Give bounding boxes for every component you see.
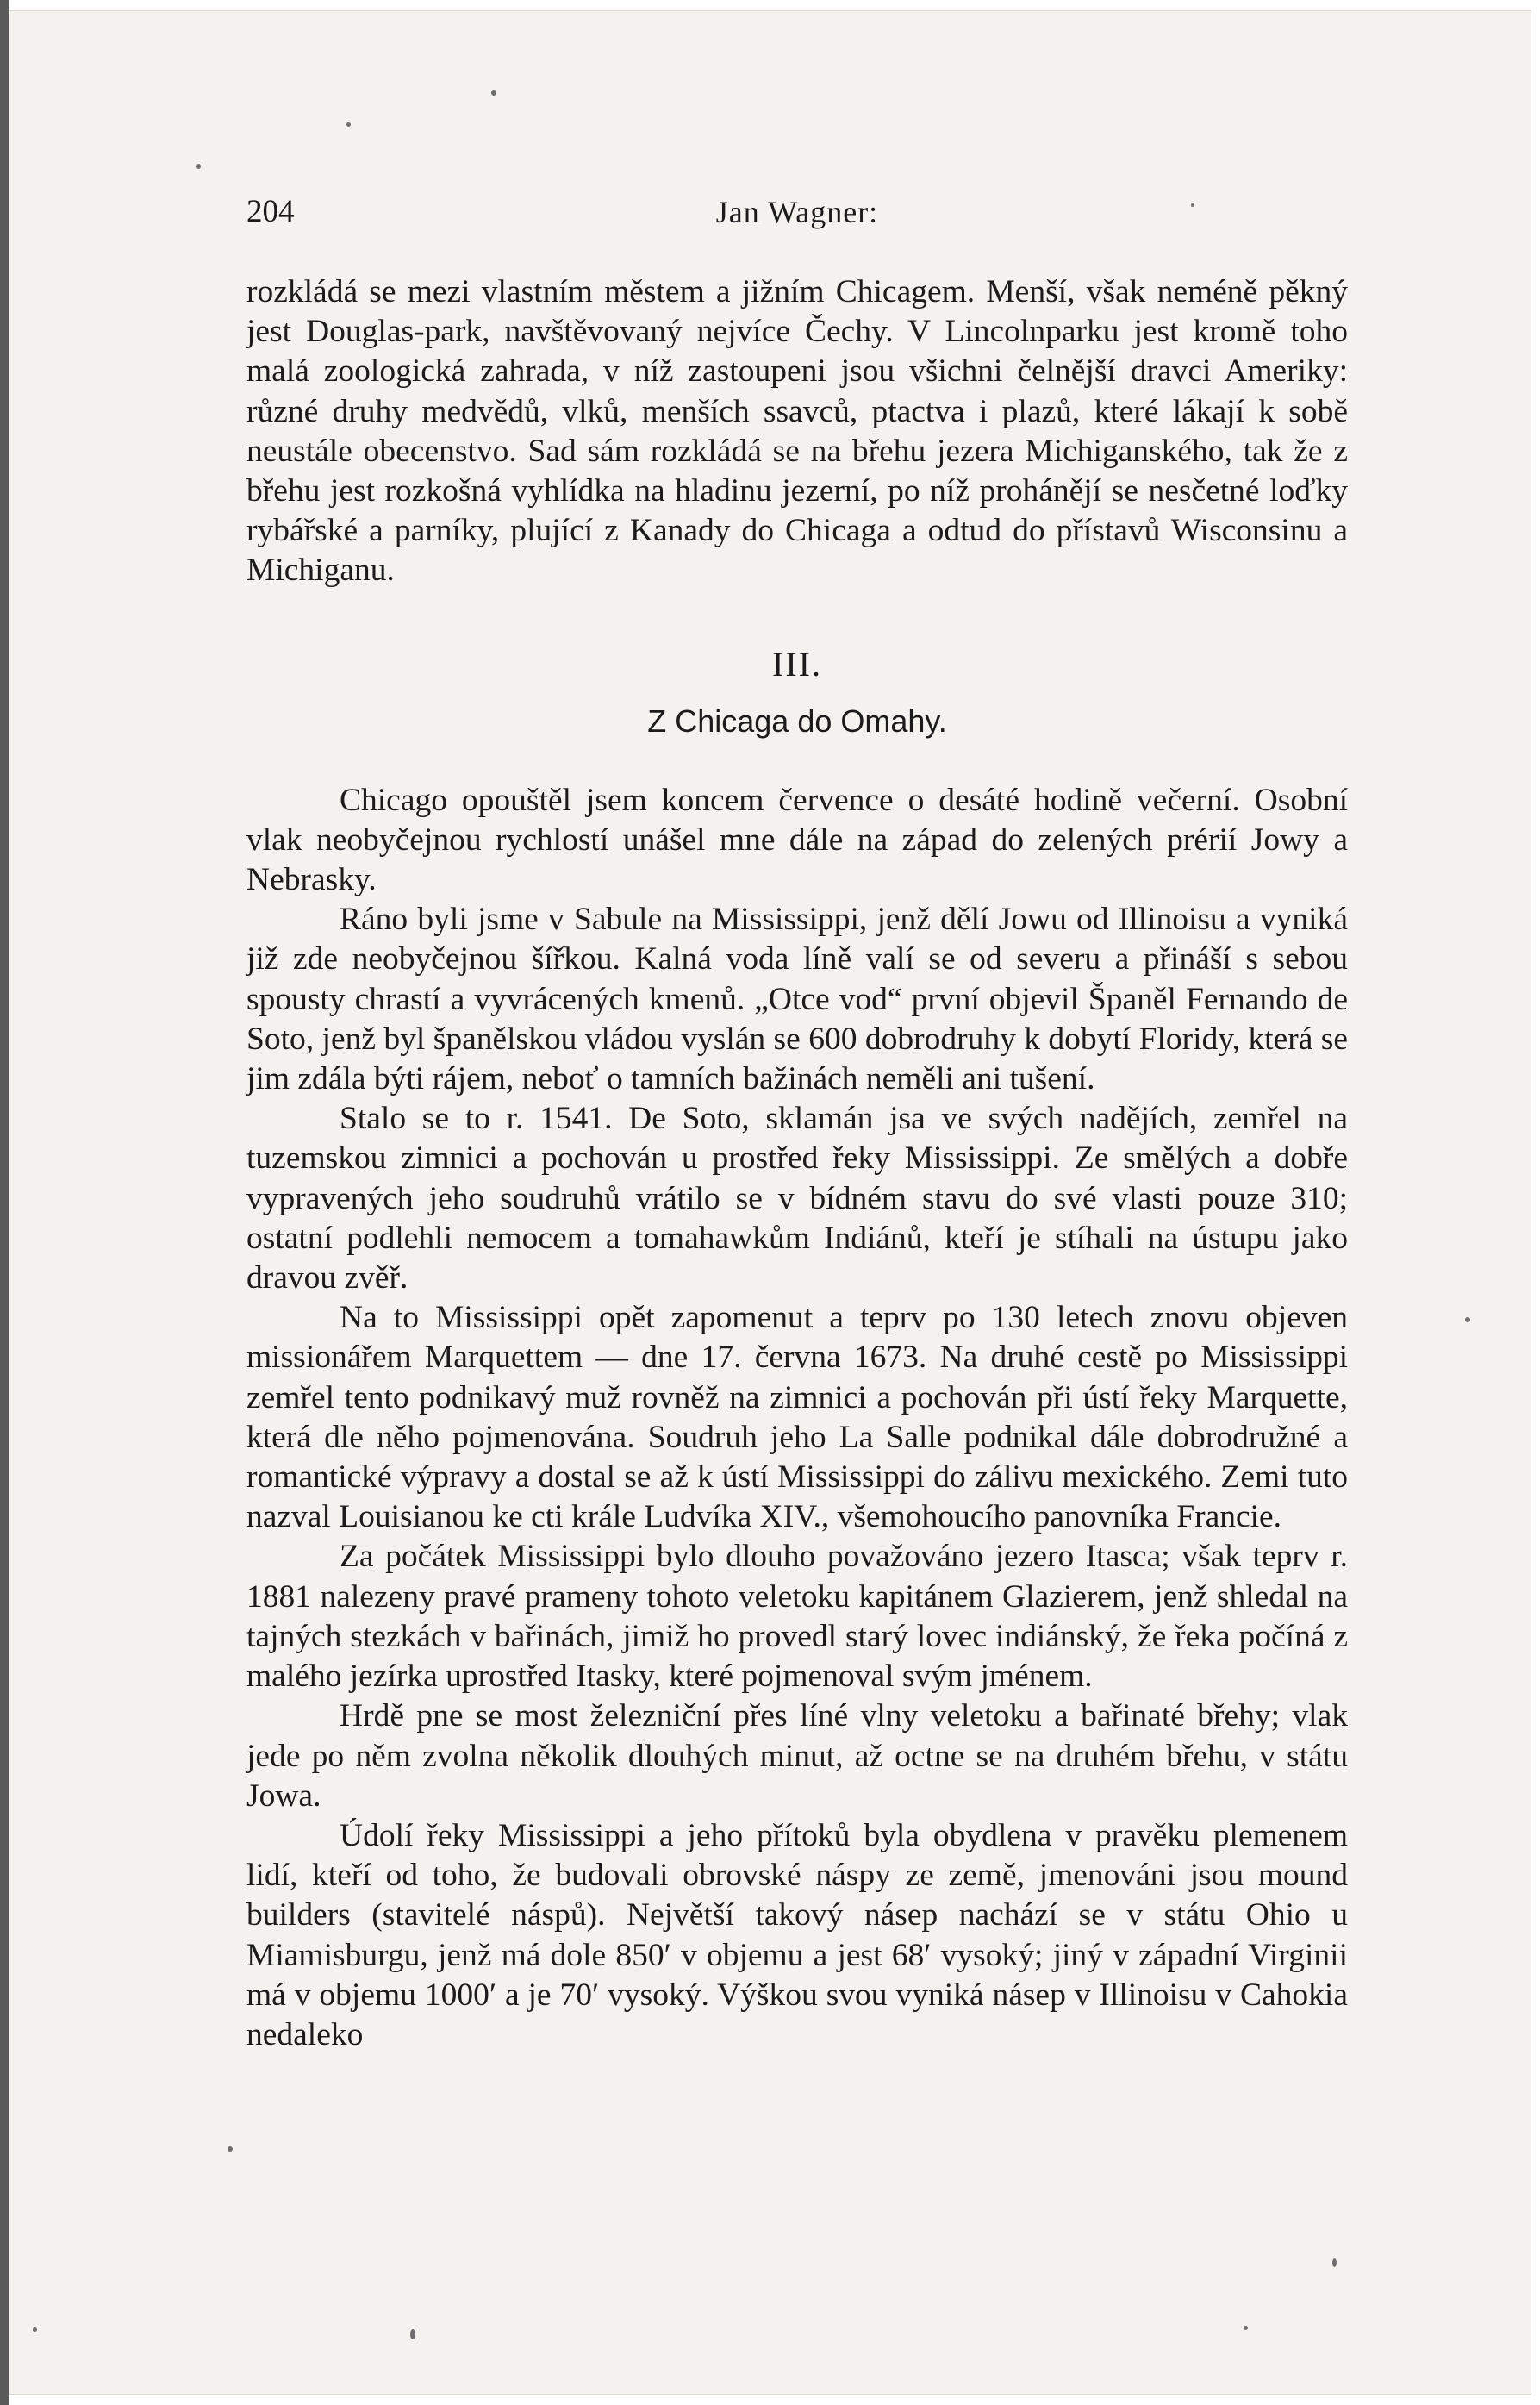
page-body	[246, 272, 1348, 2055]
running-head: Jan Wagner:	[715, 195, 879, 229]
paragraph-5: Na to Mississippi opět zapomenut a teprv po 130 letech znovu objeven missionářem Marquettem — dne 17. června 1673. Na druhé cestě po Mississippi zemřel tento podnikavý muž rovněž na zimnici a pochován při ústí řeky Marquette, která dle něho pojmenována. Soudruh jeho La Salle podnikal dále dobrodružné a romantické výpravy a dostal se až k ústí Mississippi do zálivu mexického. Zemi tuto nazval Louisianou ke cti krále Ludvíka XIV., všemohoucího panovníka Francie.	[246, 1300, 1348, 1535]
page-number: 204	[246, 194, 295, 229]
paragraph-4: Stalo se to r. 1541. De Soto, sklamán jsa ve svých nadějích, zemřel na tuzemskou zimnici a pochován u prostřed řeky Mississippi. Ze smělých a dobře vypravených jeho soudruhů vrátilo se v bídném stavu do své vlasti pouze 310; ostatní podlehli nemocem a tomahawkům Indiánů, kteří je stíhali na ústupu jako dravou zvěř.	[246, 1101, 1348, 1296]
paragraph-3: Ráno byli jsme v Sabule na Mississippi, jenž dělí Jowu od Illinoisu a vyniká již zde neobyčejnou šířkou. Kalná voda líně valí se od severu a přináší s sebou spousty chrastí a vyvrácených kmenů. „Otce vod“ první objevil Španěl Fernando de Soto, jenž byl španělskou vládou vyslán se 600 dobrodruhy k dobytí Floridy, která se jim zdála býti rájem, neboť o tamních bažinách neměli ani tušení.	[246, 902, 1348, 1097]
paragraph-7: Hrdě pne se most železniční přes líné vlny veletoku a bařinaté břehy; vlak jede po něm zvolna několik dlouhých minut, až octne se na druhém břehu, v státu Jowa.	[246, 1698, 1348, 1814]
scan-speck	[1191, 203, 1194, 207]
scan-speck	[1332, 2258, 1337, 2267]
paragraph-1: rozkládá se mezi vlastním městem a jižním Chicagem. Menší, však neméně pěkný jest Douglas-park, navštěvovaný nejvíce Čechy. V Lincolnparku jest kromě toho malá zoologická zahrada, v níž zastoupeni jsou všichni čelnější dravci Ameriky: různé druhy medvědů, vlků, menších ssavců, ptactva i plazů, které lákají k sobě neustále obecenstvo. Sad sám rozkládá se na břehu jezera Michiganského, tak že z břehu jest rozkošná vyhlídka na hladinu jezerní, po níž prohánějí se nesčetné loďky rybářské a parníky, plující z Kanady do Chicaga a odtud do přístavů Wisconsinu a Michiganu.	[246, 274, 1348, 589]
scan-speck	[196, 164, 201, 169]
scan-speck	[33, 2327, 37, 2332]
scan-speck	[410, 2329, 415, 2339]
paragraph-2: Chicago opouštěl jsem koncem července o desáté hodině večerní. Osobní vlak neobyčejnou rychlostí unášel mne dále na západ do zelených prérií Jowy a Nebrasky.	[246, 782, 1348, 898]
section-title: Z Chicaga do Omahy.	[647, 703, 947, 739]
paragraph-8: Údolí řeky Mississippi a jeho přítoků byla obydlena v pravěku plemenem lidí, kteří od toho, že budovali obrovské náspy ze země, jmenováni jsou mound builders (stavitelé náspů). Největší takový násep nachází se v státu Ohio u Miamisburgu, jenž má dole 850′ v objemu a jest 68′ vysoký; jiný v západní Virginii má v objemu 1000′ a je 70′ vysoký. Výškou svou vyniká násep v Illinoisu v Cahokia nedaleko	[246, 1817, 1348, 2052]
scan-speck	[491, 90, 496, 96]
section-number: III.	[772, 644, 822, 684]
scan-speck	[1465, 1317, 1470, 1322]
scan-speck	[346, 122, 351, 127]
scan-speck	[228, 2146, 233, 2152]
page-header	[246, 186, 1348, 238]
paragraph-6: Za počátek Mississippi bylo dlouho považováno jezero Itasca; však teprv r. 1881 nalezeny pravé prameny tohoto veletoku kapitánem Glazierem, jenž shledal na tajných stezkách v bařinách, jimiž ho provedl starý lovec indiánský, že řeka počíná z malého jezírka uprostřed Itasky, které pojmenoval svým jménem.	[246, 1539, 1348, 1695]
scan-speck	[1244, 2326, 1248, 2330]
scan-left-edge	[0, 0, 9, 2405]
